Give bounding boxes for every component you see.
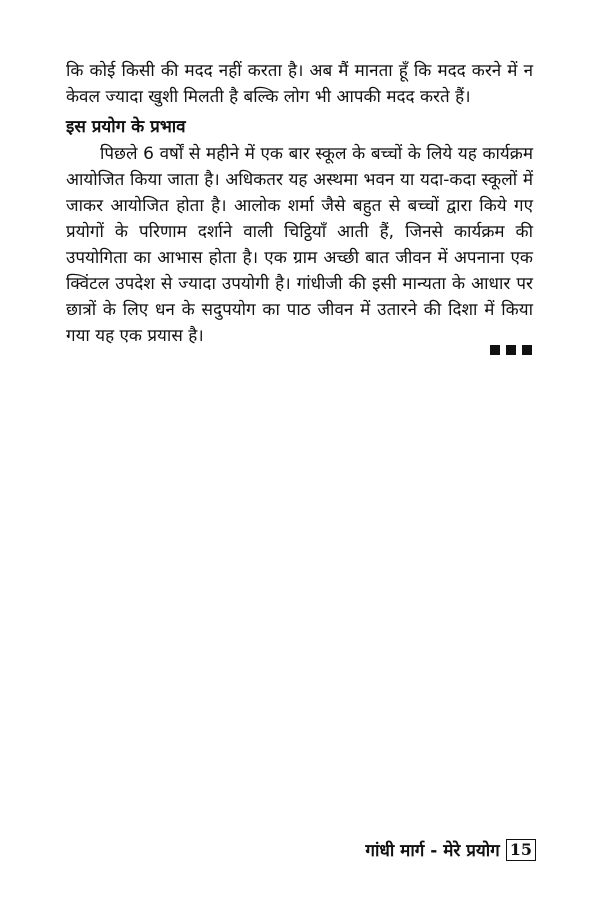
end-square-3	[522, 345, 532, 355]
footer-title: गांधी मार्ग - मेरे प्रयोग	[365, 841, 500, 861]
main-paragraph: पिछले 6 वर्षों से महीने में एक बार स्कूल के बच्चों के लिये यह कार्यक्रम आयोजित किया जाता है। अधिकतर यह अस्थमा भवन या यदा-कदा स्कूलों में जाकर आयोजित होता है। आलोक शर्मा जैसे बहुत से बच्चों द्वारा किये गए प्रयोगों के परिणाम दर्शाने वाली चिट्ठियाँ आती हैं, जिनसे कार्यक्रम की उपयोगिता का आभास होता है। एक ग्राम अच्छी बात जीवन में अपनाना एक क्विंटल उपदेश से ज्यादा उपयोगी है। गांधीजी की इसी मान्यता के आधार पर छात्रों के लिए धन के सदुपयोग का पाठ जीवन में उतारने की दिशा में किया गया यह एक प्रयास है।	[66, 144, 533, 346]
end-square-2	[506, 345, 516, 355]
section-heading: इस प्रयोग के प्रभाव	[66, 117, 186, 137]
page-footer	[365, 838, 536, 861]
end-square-1	[490, 345, 500, 355]
continued-paragraph: कि कोई किसी की मदद नहीं करता है। अब मैं मानता हूँ कि मदद करने में न केवल ज्यादा खुशी मिलती है बल्कि लोग भी आपकी मदद करते हैं।	[66, 61, 533, 107]
section-end-marks	[490, 345, 532, 355]
page-number: 15	[506, 839, 536, 861]
